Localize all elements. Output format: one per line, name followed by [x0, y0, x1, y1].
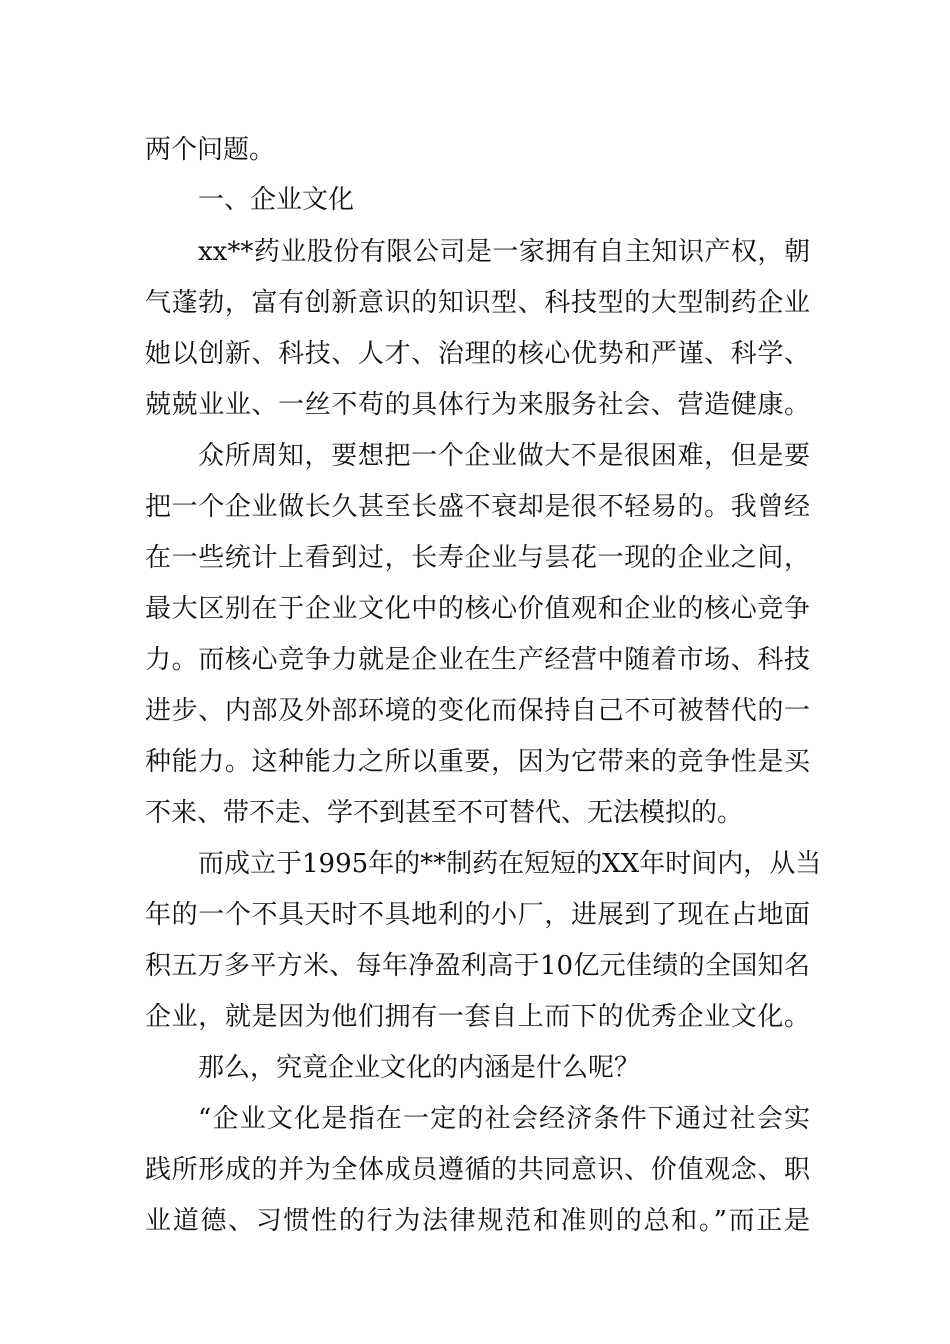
- text-line: 众所周知，要想把一个企业做大不是很困难，但是要: [198, 441, 810, 471]
- text-line: 兢兢业业、一丝不苟的具体行为来服务社会、营造健康。: [145, 390, 810, 420]
- text-line: 不来、带不走、学不到甚至不可替代、无法模拟的。: [145, 798, 744, 828]
- section-heading: 一、企业文化: [198, 185, 355, 215]
- text-line: 年的一个不具天时不具地利的小厂，进展到了现在占地面: [145, 900, 810, 930]
- text-line: 进步、内部及外部环境的变化而保持自己不可被替代的一: [145, 696, 810, 726]
- text-line: “企业文化是指在一定的社会经济条件下通过社会实: [198, 1104, 810, 1134]
- text-line: 她以创新、科技、人才、治理的核心优势和严谨、科学、: [145, 339, 810, 369]
- text-line: 气蓬勃，富有创新意识的知识型、科技型的大型制药企业: [145, 288, 810, 318]
- text-line: 两个问题。: [145, 135, 276, 165]
- text-line: 把一个企业做长久甚至长盛不衰却是很不轻易的。我曾经: [145, 492, 810, 522]
- text-line: 那么，究竟企业文化的内涵是什么呢？: [198, 1053, 641, 1083]
- text-line: 种能力。这种能力之所以重要，因为它带来的竞争性是买: [145, 747, 810, 777]
- text-line: 而成立于1995年的**制药在短短的XX年时间内，从当: [198, 849, 822, 879]
- text-line: 力。而核心竞争力就是企业在生产经营中随着市场、科技: [145, 645, 810, 675]
- text-line: 业道德、习惯性的行为法律规范和准则的总和。”而正是: [145, 1206, 810, 1236]
- text-line: 积五万多平方米、每年净盈利高于10亿元佳绩的全国知名: [145, 951, 810, 981]
- text-line: 企业，就是因为他们拥有一套自上而下的优秀企业文化。: [145, 1002, 810, 1032]
- text-line: 最大区别在于企业文化中的核心价值观和企业的核心竞争: [145, 594, 810, 624]
- text-line: 在一些统计上看到过，长寿企业与昙花一现的企业之间，: [145, 543, 810, 573]
- text-line: 践所形成的并为全体成员遵循的共同意识、价值观念、职: [145, 1155, 810, 1185]
- text-line: xx**药业股份有限公司是一家拥有自主知识产权，朝: [198, 237, 810, 267]
